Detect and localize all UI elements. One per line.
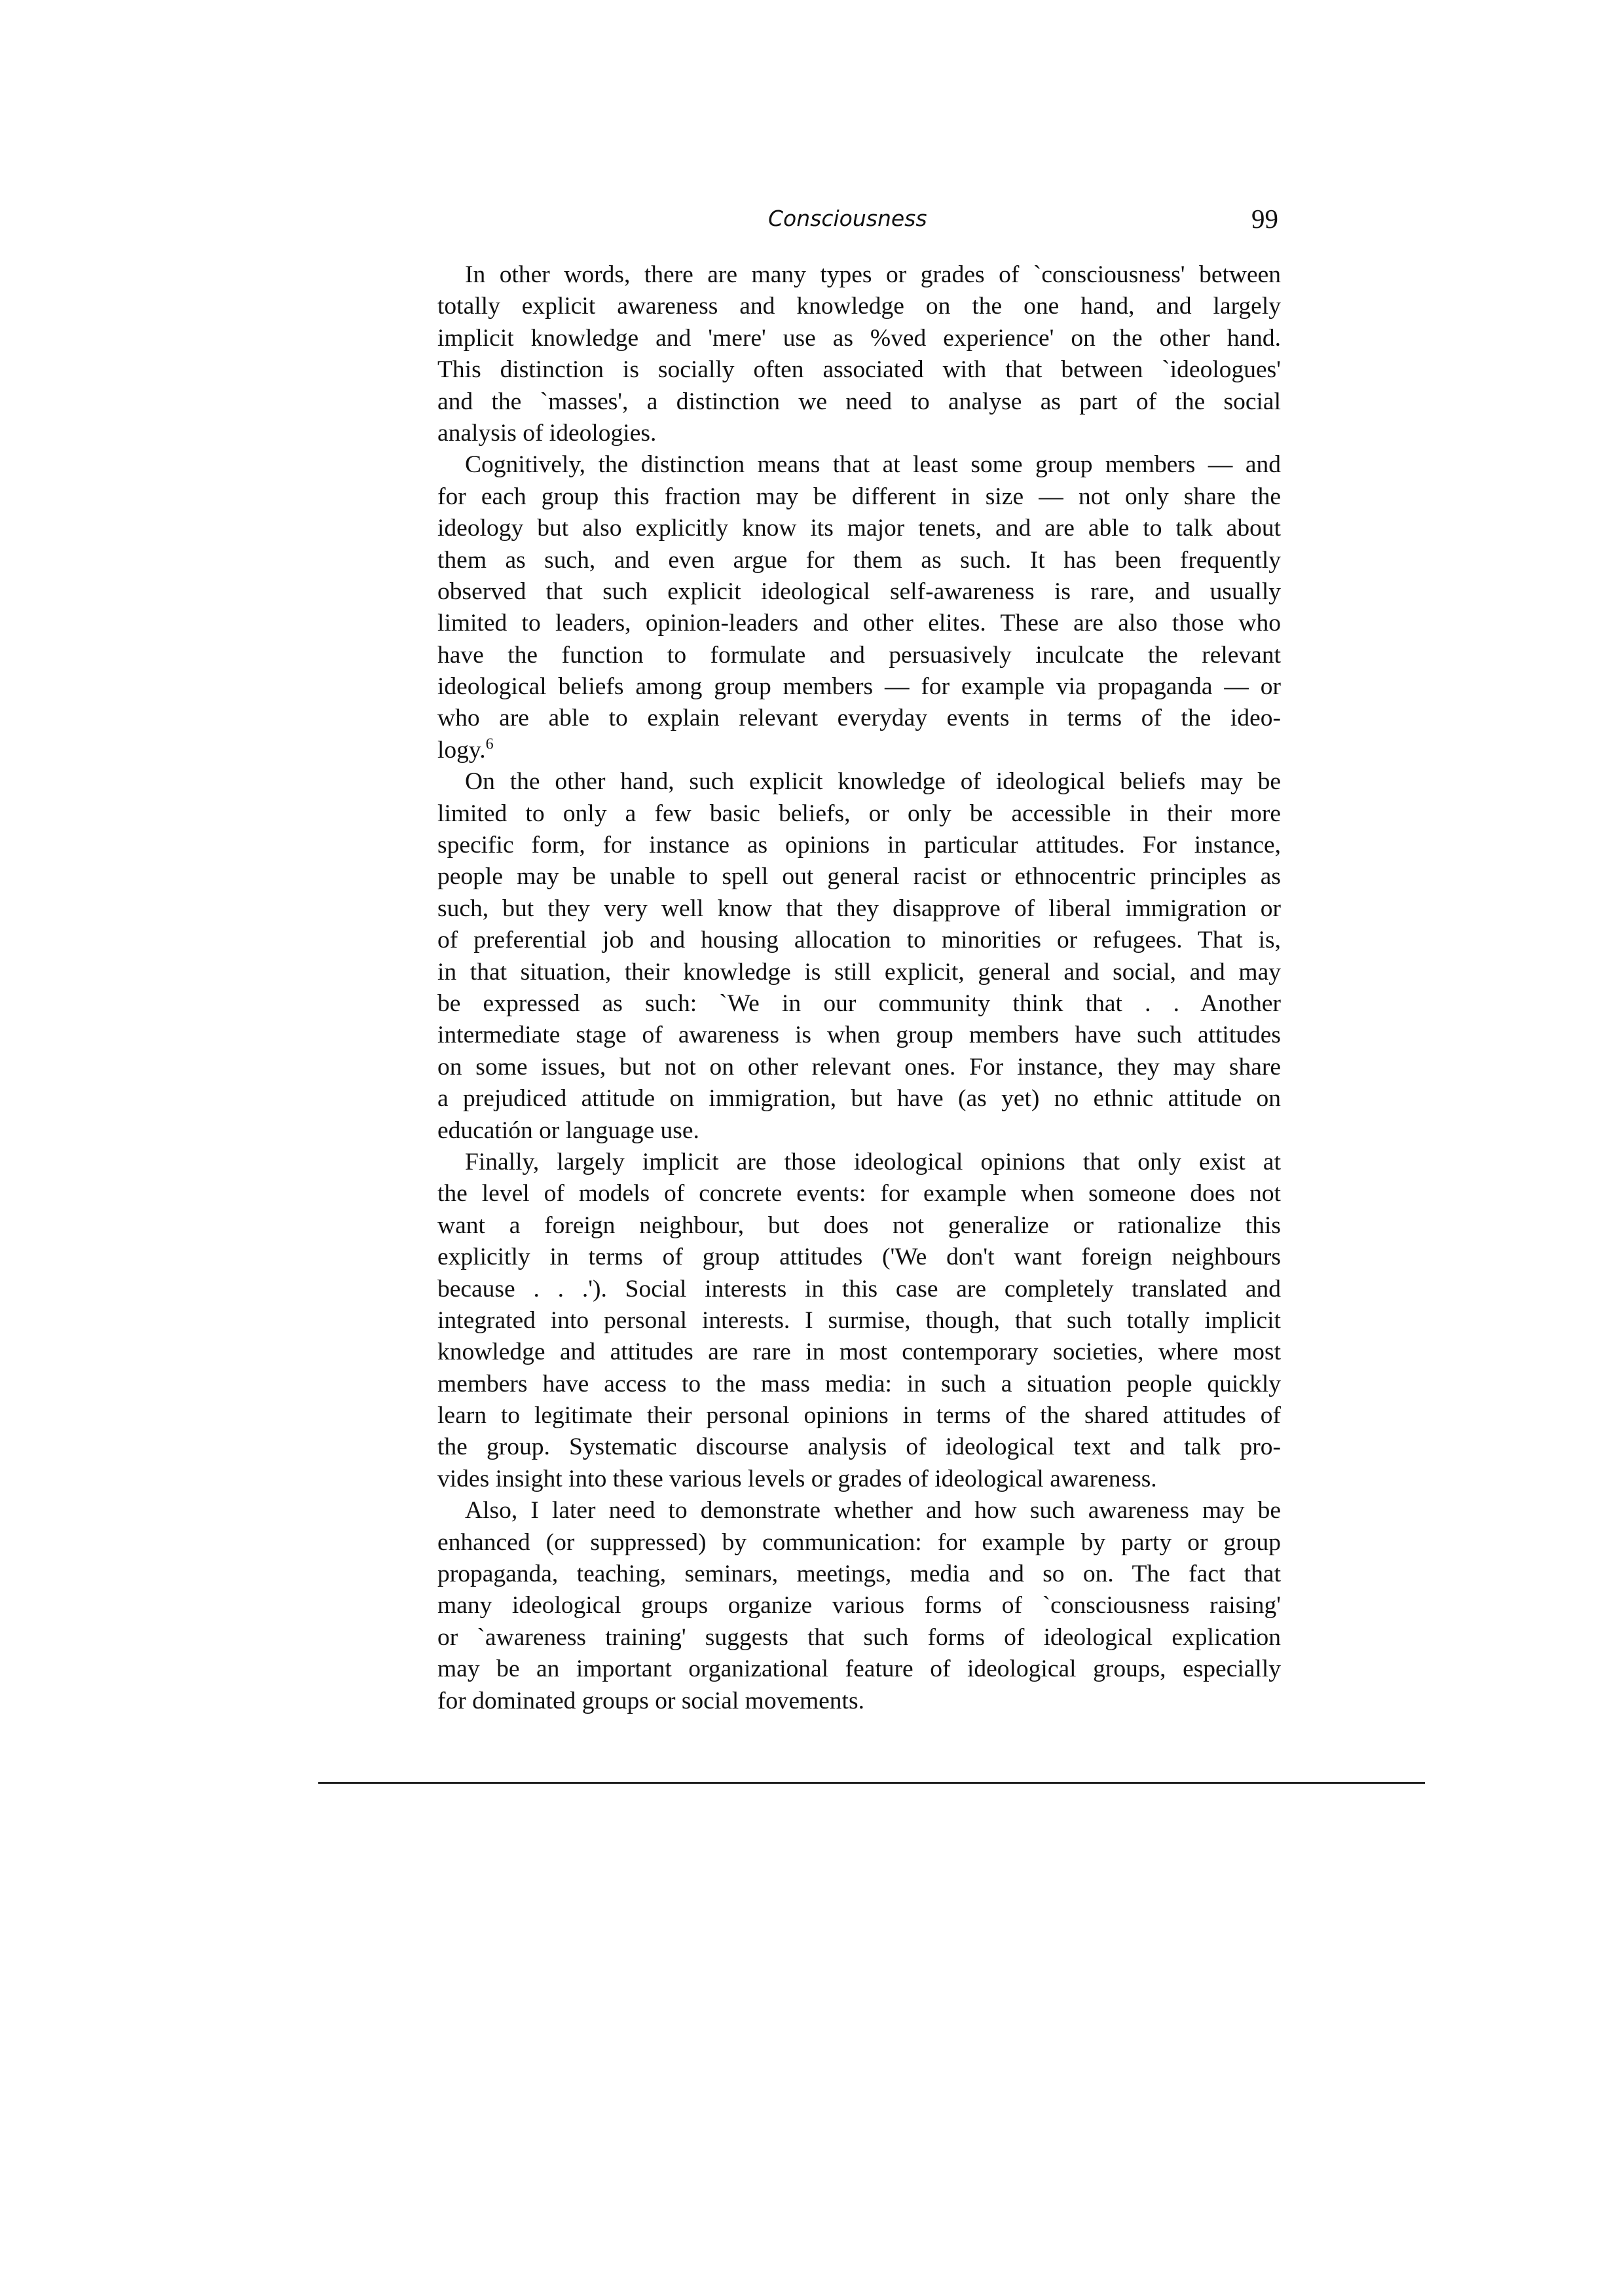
text-line-with-footnote [437, 735, 1281, 766]
paragraph [437, 766, 1281, 1147]
text-line: learn to legitimate their personal opinions in terms of the shared attitudes of [437, 1402, 1281, 1430]
paragraph [437, 449, 1281, 766]
running-title: Consciousness [768, 206, 927, 231]
text-line: who are able to explain relevant everyday events in terms of the ideo- [437, 705, 1281, 732]
text-line: propaganda, teaching, seminars, meetings, media and so on. The fact that [437, 1561, 1281, 1588]
text-line: and the `masses', a distinction we need to analyse as part of the social [437, 388, 1281, 415]
text-line: on some issues, but not on other relevant ones. For instance, they may share [437, 1053, 1281, 1081]
text-line: Finally, largely implicit are those ideological opinions that only exist at [465, 1148, 1281, 1175]
text-line: have the function to formulate and persuasively inculcate the relevant [437, 641, 1281, 669]
paragraph [437, 1495, 1281, 1717]
text-line: for each group this fraction may be different in size — not only share the [437, 483, 1281, 510]
text-line: specific form, for instance as opinions in particular attitudes. For instance, [437, 832, 1281, 859]
text-line: or `awareness training' suggests that such forms of ideological explication [437, 1623, 1281, 1651]
text-line: members have access to the mass media: in such a situation people quickly [437, 1370, 1281, 1397]
text-line: implicit knowledge and 'mere' use as %ved experience' on the other hand. [437, 324, 1281, 352]
body-text [437, 259, 1281, 1717]
text-line: Cognitively, the distinction means that at least some group members — and [465, 451, 1281, 479]
text-line: people may be unable to spell out general racist or ethnocentric principles as [437, 863, 1281, 891]
text-line: totally explicit awareness and knowledge on the one hand, and largely [437, 293, 1281, 320]
footer-rule [318, 1782, 1425, 1784]
text-line: analysis of ideologies. [437, 419, 657, 447]
text-line: may be an important organizational feature of ideological groups, especially [437, 1655, 1281, 1683]
text-line: Also, I later need to demonstrate whether and how such awareness may be [465, 1497, 1281, 1525]
text-line: This distinction is socially often associated with that between `ideologues' [437, 356, 1281, 384]
paragraph [437, 1147, 1281, 1495]
text-line: educatión or language use. [437, 1117, 699, 1144]
text-line: for dominated groups or social movements. [437, 1687, 864, 1714]
text-line: explicitly in terms of group attitudes ('We don't want foreign neighbours [437, 1244, 1281, 1271]
text-line: because . . .'). Social interests in this case are completely translated and [437, 1275, 1281, 1303]
text-line: limited to leaders, opinion-leaders and other elites. These are also those who [437, 610, 1281, 637]
page-header [437, 199, 1278, 238]
text-line: vides insight into these various levels or grades of ideological awareness. [437, 1465, 1157, 1492]
text-line: a prejudiced attitude on immigration, but have (as yet) no ethnic attitude on [437, 1085, 1281, 1113]
paragraph [437, 259, 1281, 449]
text-line: integrated into personal interests. I surmise, though, that such totally implicit [437, 1306, 1281, 1334]
text-line: knowledge and attitudes are rare in most contemporary societies, where most [437, 1339, 1281, 1366]
text-line: of preferential job and housing allocation to minorities or refugees. That is, [437, 927, 1281, 954]
text-line: On the other hand, such explicit knowledge of ideological beliefs may be [465, 768, 1281, 796]
text-line: observed that such explicit ideological self-awareness is rare, and usually [437, 578, 1281, 605]
text-line: ideological beliefs among group members — for example via propaganda — or [437, 673, 1281, 701]
text-line: In other words, there are many types or grades of `consciousness' between [465, 261, 1281, 288]
text-line: them as such, and even argue for them as such. It has been frequently [437, 546, 1281, 574]
text-line: limited to only a few basic beliefs, or only be accessible in their more [437, 800, 1281, 827]
text-line: intermediate stage of awareness is when group members have such attitudes [437, 1022, 1281, 1049]
text-line: be expressed as such: `We in our community think that . . Another [437, 989, 1281, 1017]
text-line: in that situation, their knowledge is still explicit, general and social, and may [437, 958, 1281, 986]
text-line: want a foreign neighbour, but does not generalize or rationalize this [437, 1211, 1281, 1239]
text-line: the level of models of concrete events: for example when someone does not [437, 1180, 1281, 1208]
text-line: such, but they very well know that they disapprove of liberal immigration or [437, 895, 1281, 922]
page-number: 99 [1251, 204, 1278, 234]
text-line: many ideological groups organize various forms of `consciousness raising' [437, 1592, 1281, 1619]
text-line: logy. [437, 736, 486, 764]
text-line: ideology but also explicitly know its major tenets, and are able to talk about [437, 515, 1281, 542]
text-line: the group. Systematic discourse analysis of ideological text and talk pro- [437, 1433, 1281, 1461]
text-line: enhanced (or suppressed) by communication: for example by party or group [437, 1528, 1281, 1556]
footnote-reference[interactable]: 6 [485, 735, 494, 753]
